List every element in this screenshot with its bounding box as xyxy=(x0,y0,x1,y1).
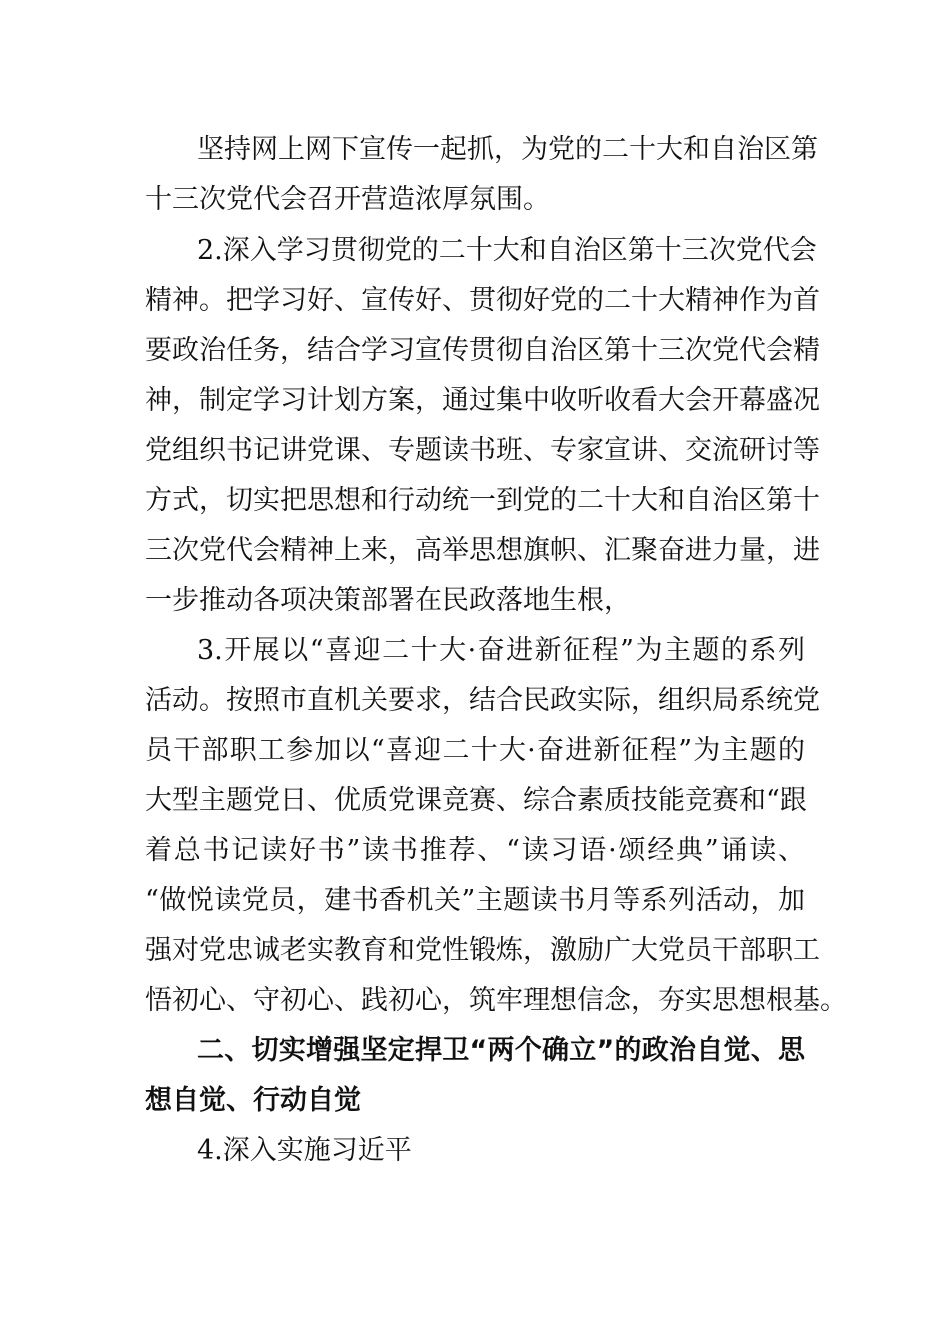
text-line: 要政治任务，结合学习宣传贯彻自治区第十三次党代会精 xyxy=(145,335,820,366)
text-line: 4.深入实施习近平 xyxy=(197,1135,412,1166)
text-line: 党组织书记讲党课、专题读书班、专家宣讲、交流研讨等 xyxy=(145,435,820,466)
text-line: “做悦读党员，建书香机关”主题读书月等系列活动，加 xyxy=(145,885,805,916)
text-line: 方式，切实把思想和行动统一到党的二十大和自治区第十 xyxy=(145,485,820,516)
section-heading: 二、切实增强坚定捍卫“两个确立”的政治自觉、思 xyxy=(197,1035,805,1066)
text-line: 活动。按照市直机关要求，结合民政实际，组织局系统党 xyxy=(145,685,820,716)
text-line: 大型主题党日、优质党课竞赛、综合素质技能竞赛和“跟 xyxy=(145,785,807,816)
text-line: 员干部职工参加以“喜迎二十大·奋进新征程”为主题的 xyxy=(145,735,805,766)
text-line: 十三次党代会召开营造浓厚氛围。 xyxy=(145,184,550,215)
text-line: 一步推动各项决策部署在民政落地生根， xyxy=(145,585,631,616)
section-heading: 想自觉、行动自觉 xyxy=(145,1085,361,1116)
text-line: 着总书记读好书”读书推荐、“读习语·颂经典”诵读、 xyxy=(145,835,805,866)
text-line: 强对党忠诚老实教育和党性锻炼，激励广大党员干部职工 xyxy=(145,935,820,966)
text-line: 悟初心、守初心、践初心，筑牢理想信念，夯实思想根基。 xyxy=(145,985,847,1016)
text-line: 2.深入学习贯彻党的二十大和自治区第十三次党代会 xyxy=(197,235,817,266)
text-line: 3.开展以“喜迎二十大·奋进新征程”为主题的系列 xyxy=(197,635,805,666)
text-line: 神，制定学习计划方案，通过集中收听收看大会开幕盛况 xyxy=(145,385,820,416)
text-line: 坚持网上网下宣传一起抓，为党的二十大和自治区第 xyxy=(197,134,818,165)
text-line: 精神。把学习好、宣传好、贯彻好党的二十大精神作为首 xyxy=(145,285,820,316)
text-line: 三次党代会精神上来，高举思想旗帜、汇聚奋进力量，进 xyxy=(145,535,820,566)
